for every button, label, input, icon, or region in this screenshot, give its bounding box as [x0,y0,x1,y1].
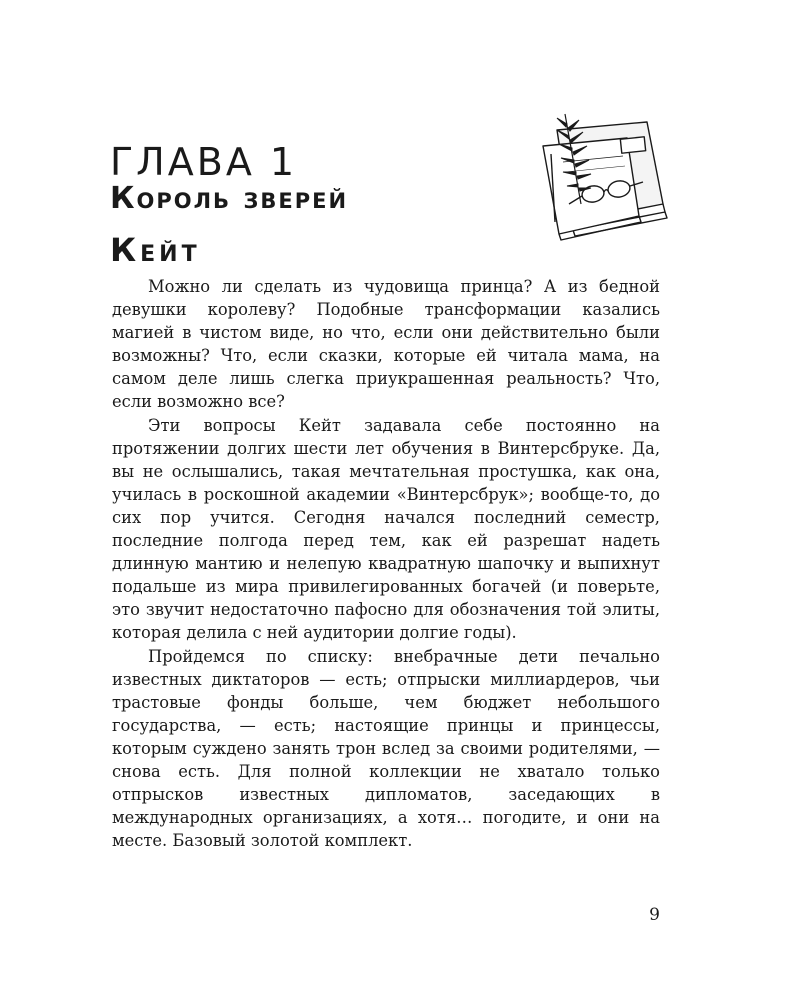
pov-character-name: Кейт [110,231,201,269]
book-with-glasses-and-herb-icon [535,112,675,242]
chapter-body-text [112,275,660,852]
page-number: 9 [649,905,660,925]
chapter-number: ГЛАВА 1 [110,140,298,184]
paragraph-1: Можно ли сделать из чудовища принца? А из бедной девушки королеву? Подобные трансформации казались магией в чистом виде, но что, если они действительно были возможны? Что, если сказки, которые ей читала мама, на самом деле лишь слегка приукрашенная реальность? Что, если возможно все? [112,277,660,412]
chapter-title: Король зверей [110,181,349,216]
paragraph-2: Эти вопросы Кейт задавала себе постоянно на протяжении долгих шести лет обучения в Винтерсбруке. Да, вы не ослышались, такая мечтательная простушка, как она, училась в роскошной академии «Винтерсбрук»; вообще-то, до сих пор учится. Сегодня начался последний семестр, последние полгода перед тем, как ей разрешат надеть длинную мантию и нелепую квадратную шапочку и выпихнут подальше из мира привилегированных богачей (и поверьте, это звучит недостаточно пафосно для обозначения той элиты, которая делила с ней аудитории долгие годы). [112,415,660,643]
paragraph-3: Пройдемся по списку: внебрачные дети печально известных диктаторов — есть; отпрыски миллиардеров, чьи трастовые фонды больше, чем бюджет небольшого государства, — есть; настоящие принцы и принцессы, которым суждено занять трон вслед за своими родителями, — снова есть. Для полной коллекции не хватало только отпрысков известных дипломатов, заседающих в международных организациях, а хотя… погодите, и они на месте. Базовый золотой комплект. [112,646,660,851]
